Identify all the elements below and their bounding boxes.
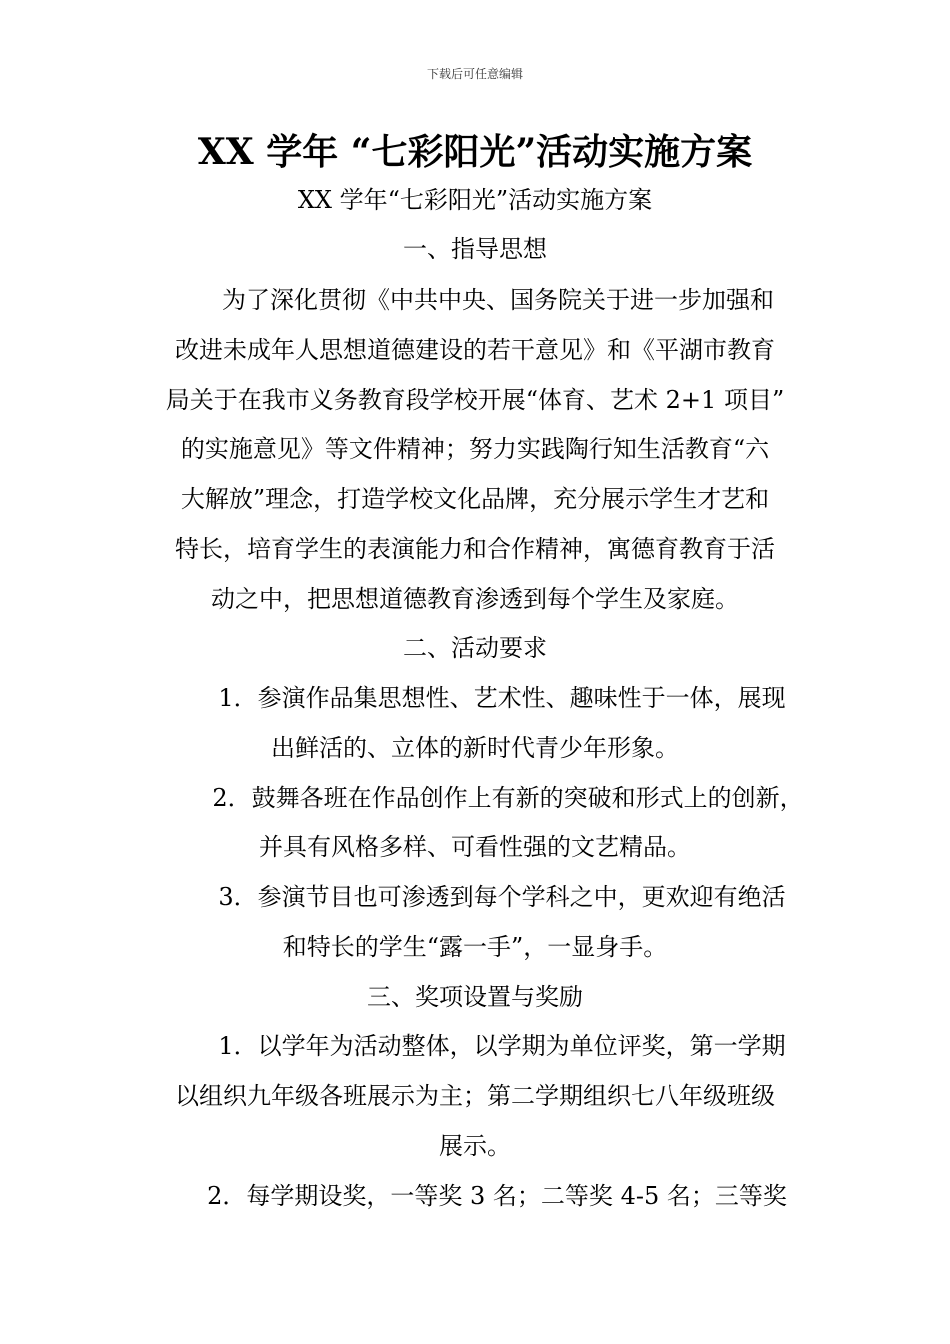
section-heading: 二、活动要求: [403, 634, 547, 662]
list-item-line: 并具有风格多样、可看性强的文艺精品。: [259, 833, 691, 861]
paragraph-line: 大解放”理念，打造学校文化品牌，充分展示学生才艺和: [180, 485, 770, 513]
list-item-line: 以组织九年级各班展示为主；第二学期组织七八年级班级: [175, 1082, 775, 1110]
paragraph-line: 的实施意见》等文件精神；努力实践陶行知生活教育“六: [180, 435, 770, 463]
list-item-line: 2．每学期设奖，一等奖 3 名；二等奖 4-5 名；三等奖: [207, 1182, 787, 1210]
paragraph-line: 局关于在我市义务教育段学校开展“体育、艺术 2+1 项目”: [165, 386, 785, 414]
paragraph-line: 为了深化贯彻《中共中央、国务院关于进一步加强和: [222, 286, 774, 314]
document-subtitle: XX 学年“七彩阳光”活动实施方案: [297, 186, 653, 214]
header-note: 下载后可任意编辑: [426, 67, 523, 81]
list-item-line: 和特长的学生“露一手”，一显身手。: [282, 933, 668, 961]
list-item-line: 1．参演作品集思想性、艺术性、趣味性于一体，展现: [218, 684, 786, 712]
section-heading: 一、指导思想: [403, 235, 547, 263]
list-item-line: 1．以学年为活动整体，以学期为单位评奖，第一学期: [218, 1032, 786, 1060]
list-item-line: 展示。: [439, 1132, 511, 1160]
paragraph-line: 特长，培育学生的表演能力和合作精神，寓德育教育于活: [175, 535, 775, 563]
section-heading: 三、奖项设置与奖励: [367, 983, 583, 1011]
list-item-line: 2．鼓舞各班在作品创作上有新的突破和形式上的创新，: [212, 784, 804, 812]
list-item-line: 出鲜活的、立体的新时代青少年形象。: [271, 734, 679, 762]
list-item-line: 3．参演节目也可渗透到每个学科之中，更欢迎有绝活: [218, 883, 786, 911]
paragraph-line: 动之中，把思想道德教育渗透到每个学生及家庭。: [211, 585, 739, 613]
paragraph-line: 改进未成年人思想道德建设的若干意见》和《平湖市教育: [175, 336, 775, 364]
document-title: XX 学年 “七彩阳光”活动实施方案: [197, 131, 753, 173]
